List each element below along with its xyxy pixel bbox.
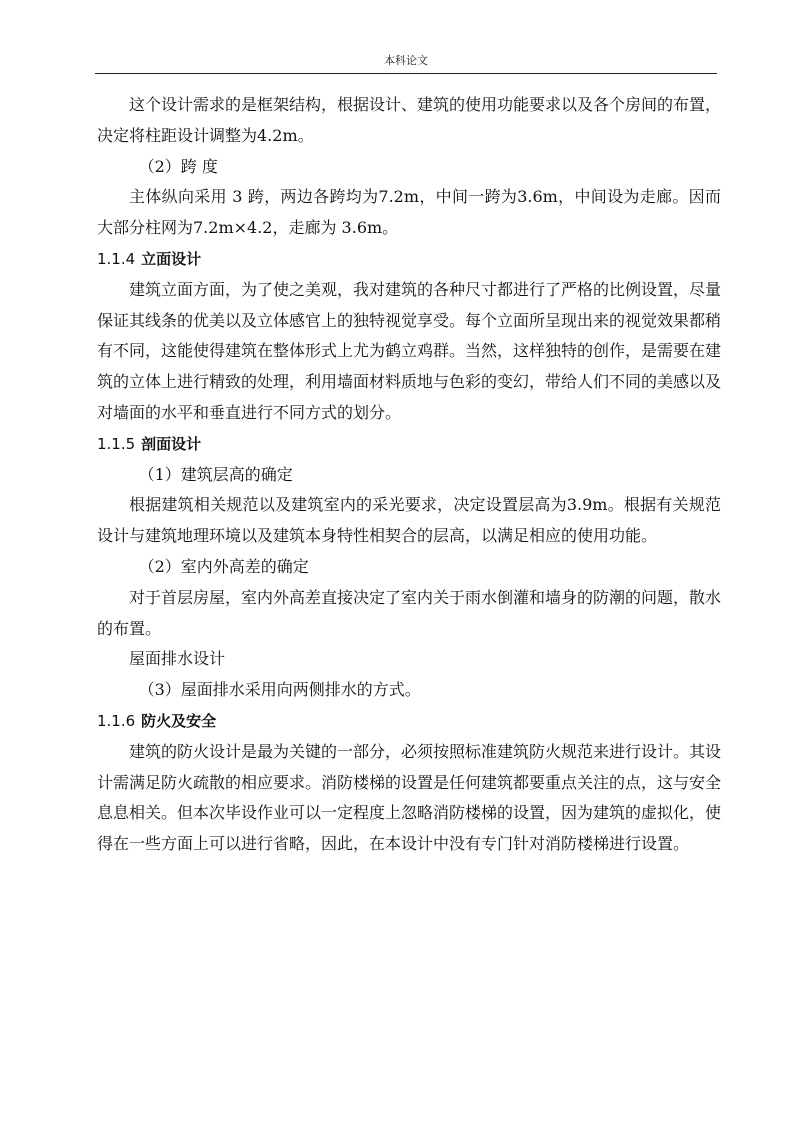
- paragraph-fire-safety: 建筑的防火设计是最为关键的一部分，必须按照标准建筑防火规范来进行设计。其设计需满足防火疏散的相应要求。消防楼梯的设置是任何建筑都要重点关注的点，这与安全息息相关。但本次毕设作业可以一定程度上忽略消防楼梯的设置，因为建筑的虚拟化，使得在一些方面上可以进行省略，因此，在本设计中没有专门针对消防楼梯进行设置。: [97, 741, 722, 854]
- page-header: 本科论文: [384, 54, 428, 67]
- section-number: 1.1.6: [97, 711, 136, 730]
- paragraph-elevation-difference: 对于首层房屋，室内外高差直接决定了室内关于雨水倒灌和墙身的防潮的问题，散水的布置。: [97, 587, 722, 638]
- paragraph-floor-height: 根据建筑相关规范以及建筑室内的采光要求，决定设置层高为3.9m。根据有关规范设计与建筑地理环境以及建筑本身特性相契合的层高，以满足相应的使用功能。: [97, 495, 721, 546]
- section-heading-section: [97, 429, 721, 460]
- section-title: 防火及安全: [141, 711, 217, 730]
- section-title: 剖面设计: [141, 434, 202, 453]
- header-divider: [95, 73, 717, 74]
- section-number: 1.1.4: [97, 249, 136, 268]
- subheading-roof-drainage: （3）屋面排水采用向两侧排水的方式。: [138, 680, 421, 700]
- paragraph-roof-drainage-title: 屋面排水设计: [129, 649, 226, 669]
- section-heading-elevation: [97, 244, 721, 275]
- document-body: [97, 90, 721, 860]
- paragraph-elevation-design: 建筑立面方面，为了使之美观，我对建筑的各种尺寸都进行了严格的比例设置，尽量保证其线条的优美以及立体感官上的独特视觉享受。每个立面所呈现出来的视觉效果都稍有不同，这能使得建筑在整体形式上尤为鹤立鸡群。当然，这样独特的创作，是需要在建筑的立体上进行精致的处理，利用墙面材料质地与色彩的变幻，带给人们不同的美感以及对墙面的水平和垂直进行不同方式的划分。: [97, 279, 722, 422]
- subheading-span: （2）跨 度: [138, 156, 218, 176]
- paragraph-span-layout: 主体纵向采用 3 跨，两边各跨均为7.2m，中间一跨为3.6m，中间设为走廊。因而大部分柱网为7.2m×4.2，走廊为 3.6m。: [97, 187, 721, 238]
- paragraph-column-spacing: 这个设计需求的是框架结构，根据设计、建筑的使用功能要求以及各个房间的布置，决定将柱距设计调整为4.2m。: [97, 95, 722, 145]
- subheading-floor-height: （1）建筑层高的确定: [138, 464, 293, 484]
- section-heading-fire-safety: [97, 706, 721, 737]
- section-number: 1.1.5: [97, 434, 136, 453]
- subheading-elevation-difference: （2）室内外高差的确定: [138, 556, 309, 576]
- section-title: 立面设计: [141, 249, 202, 268]
